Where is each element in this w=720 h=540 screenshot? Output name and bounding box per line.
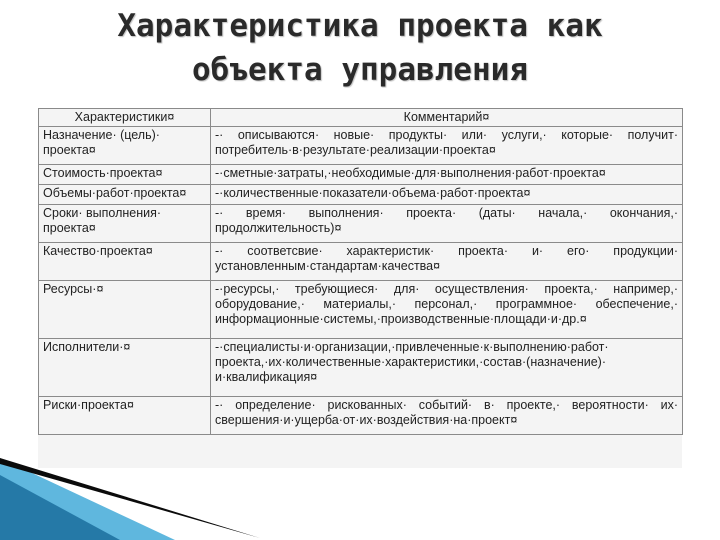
table-row [39, 165, 683, 185]
row-comment: -· время· выполнения· проекта· (даты· начала,· окончания,· продолжительность)¤ [211, 205, 683, 243]
row-comment: -·сметные·затраты,·необходимые·для·выполнения·работ·проекта¤ [211, 165, 683, 185]
table-row [39, 127, 683, 165]
slide-title [60, 4, 660, 92]
row-comment: -·ресурсы,· требующиеся· для· осуществления· проекта,· например,· оборудование,· материалы,· персонал,· программное· обеспечение,· информационные·системы,·производственные·площади·и·др.¤ [211, 281, 683, 339]
row-name: Риски·проекта¤ [39, 397, 211, 435]
header-characteristics: Характеристики¤ [39, 109, 211, 127]
row-comment: -· соответсвие· характеристик· проекта· и· его· продукции· установленным·стандартам·качества¤ [211, 243, 683, 281]
row-comment: -·специалисты·и·организации,·привлеченные·к·выполнению·работ· проекта,·их·количественные·характеристики,·состав·(назначение)· и·квалификация¤ [211, 339, 683, 397]
table-header-row [39, 109, 683, 127]
decor-blue-dark [0, 475, 120, 540]
row-name: Стоимость·проекта¤ [39, 165, 211, 185]
table-row [39, 185, 683, 205]
row-name: Назначение· (цель)· проекта¤ [39, 127, 211, 165]
table-row [39, 339, 683, 397]
slide-title-line1: Характеристика проекта как [117, 8, 603, 44]
row-name: Качество·проекта¤ [39, 243, 211, 281]
row-name: Ресурсы·¤ [39, 281, 211, 339]
row-comment: -·количественные·показатели·объема·работ·проекта¤ [211, 185, 683, 205]
row-name: Объемы·работ·проекта¤ [39, 185, 211, 205]
row-name: Исполнители·¤ [39, 339, 211, 397]
decor-blue-light [0, 458, 175, 540]
row-comment: -· описываются· новые· продукты· или· услуги,· которые· получит· потребитель·в·результате·реализации·проекта¤ [211, 127, 683, 165]
document-table-image [38, 108, 682, 468]
decor-dark-stroke [0, 458, 260, 538]
characteristics-table [38, 108, 683, 435]
table-row [39, 205, 683, 243]
table-row [39, 243, 683, 281]
row-name: Сроки· выполнения· проекта¤ [39, 205, 211, 243]
header-comment: Комментарий¤ [211, 109, 683, 127]
table-row [39, 281, 683, 339]
table-row [39, 397, 683, 435]
row-comment: -· определение· рискованных· событий· в· проекте,· вероятности· их· свершения·и·ущерба·от·их·воздействия·на·проект¤ [211, 397, 683, 435]
slide-title-line2: объекта управления [192, 52, 528, 88]
